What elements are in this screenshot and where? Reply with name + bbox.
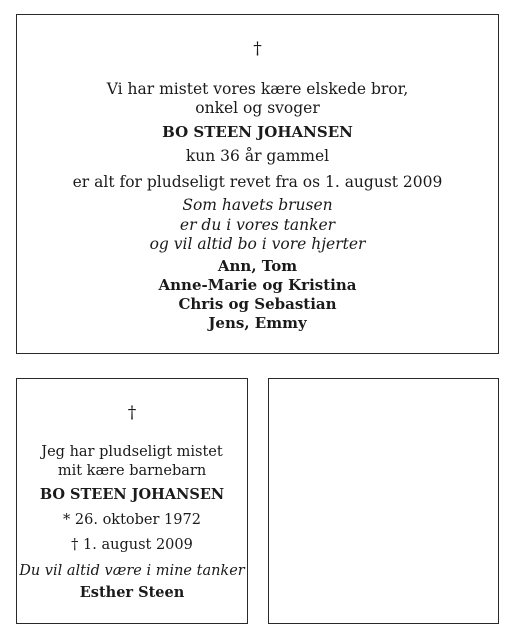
signature-line: Ann, Tom	[217, 257, 298, 275]
verse-line: Som havets brusen	[182, 196, 333, 214]
verse-line: Du vil altid være i mine tanker	[19, 563, 245, 579]
deceased-name: BO STEEN JOHANSEN	[162, 123, 353, 141]
birth-date: * 26. oktober 1972	[63, 512, 201, 528]
intro-line: Jeg har pludseligt mistet	[41, 444, 223, 460]
verse-line: og vil altid bo i vore hjerter	[149, 235, 366, 253]
death-date: † 1. august 2009	[71, 537, 193, 553]
death-notice-grandmother	[16, 378, 248, 624]
signature-line: Anne-Marie og Kristina	[158, 276, 357, 294]
age-line: kun 36 år gammel	[185, 147, 330, 165]
cross-icon: †	[253, 39, 262, 59]
intro-line: Vi har mistet vores kære elskede bror,	[106, 80, 409, 98]
deceased-name: BO STEEN JOHANSEN	[39, 486, 225, 503]
intro-line: onkel og svoger	[195, 99, 320, 117]
empty-notice-box	[268, 378, 499, 624]
verse-line: er du i vores tanker	[179, 216, 336, 234]
cross-icon: †	[127, 403, 137, 423]
signature-line: Jens, Emmy	[208, 314, 307, 332]
signature-line: Esther Steen	[79, 584, 185, 601]
intro-line: mit kære barnebarn	[57, 463, 207, 479]
death-notice-main	[16, 14, 499, 354]
passing-line: er alt for pludseligt revet fra os 1. august 2009	[72, 173, 443, 191]
signature-line: Chris og Sebastian	[178, 295, 337, 313]
